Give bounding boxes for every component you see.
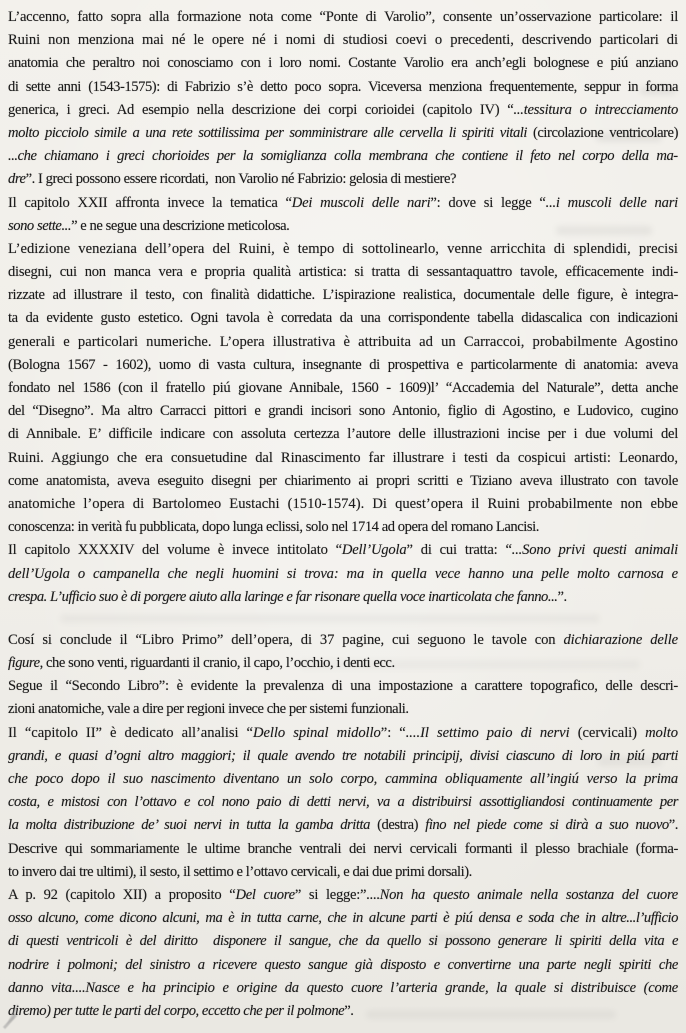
text-line bbox=[8, 52, 678, 75]
paragraph bbox=[8, 539, 678, 609]
text-segment: Segue il “Secondo Libro”: è evidente la prevalenza di una impostazione a carattere topografico, delle descri- bbox=[8, 678, 678, 695]
text-line bbox=[8, 861, 678, 884]
text-line-content bbox=[8, 930, 678, 953]
text-line-content bbox=[8, 29, 678, 52]
text-line-content bbox=[8, 838, 678, 861]
text-line bbox=[8, 652, 678, 675]
text-segment: ”. bbox=[668, 817, 678, 834]
text-line-content bbox=[8, 470, 678, 493]
text-line-content bbox=[8, 652, 395, 675]
text-line-content bbox=[8, 423, 678, 446]
text-line-content bbox=[8, 284, 678, 307]
text-line-content bbox=[8, 768, 678, 791]
text-line-content bbox=[8, 76, 678, 99]
text-segment: Il capitolo XXXXIV del volume è invece intitolato “ bbox=[8, 542, 342, 559]
text-line bbox=[8, 675, 678, 698]
text-line bbox=[8, 539, 678, 562]
text-line-content bbox=[8, 539, 678, 562]
text-segment: Il capitolo XXII affronta invece la tematica “ bbox=[8, 194, 292, 211]
text-line-content bbox=[8, 629, 678, 652]
italic-text-segment: di questi ventricoli è del diritto disponere il sangue, che da quello si possono generare li spiriti della vita e bbox=[8, 933, 679, 950]
text-line-content bbox=[8, 814, 678, 837]
text-segment: Ruini. Aggiungo che era consuetudine dal Rinascimento far illustrare i testi da cospicui artisti: Leonardo, bbox=[8, 449, 678, 466]
text-line-content bbox=[8, 52, 678, 75]
text-line bbox=[8, 722, 678, 745]
text-segment: anatomia che peraltro noi conosciamo con i loro nomi. Costante Varolio era anch’egli bolognese e piú anziano bbox=[8, 55, 678, 72]
text-line bbox=[8, 629, 678, 652]
text-segment: ”. bbox=[557, 588, 567, 605]
paragraph bbox=[8, 6, 678, 192]
text-line-content bbox=[8, 192, 678, 215]
text-segment: Ruini non menziona mai né le opere né i nomi di studiosi coevi o precedenti, descrivendo particolari di bbox=[8, 32, 678, 49]
text-segment: del “Disegno”. Ma altro Carracci pittori e grandi incisori sono Antonio, figlio di Agostino, e Ludovico, cugino bbox=[8, 403, 679, 420]
italic-text-segment: che poco dopo il suo nascimento diventano un solo corpo, cammina obliquamente all’ingiú verso la prima bbox=[8, 771, 678, 787]
text-line-content bbox=[8, 722, 678, 745]
italic-text-segment: molto picciolo simile a una rete sottilissima per somministrare alle cervella li spiriti vitali bbox=[8, 124, 533, 141]
italic-text-segment: nodrire i polmoni; del sinistro a ricevere questo sangue già disposto e convertirne una parte negli spiriti che bbox=[8, 956, 678, 973]
italic-text-segment: ...che chiamano i greci chorioides per la somiglianza colla membrana che contiene il feto nel corpo della ma- bbox=[8, 148, 678, 165]
text-line-content bbox=[8, 861, 472, 884]
paragraph bbox=[8, 675, 678, 721]
italic-text-segment: costa, e mistosi con l’ottavo e col nono paio di detti nervi, va a distribuirsi assottigliandosi continuamente per bbox=[8, 794, 678, 811]
italic-text-segment: ...i muscoli delle nari bbox=[545, 194, 678, 211]
text-line-content bbox=[8, 884, 678, 907]
text-line bbox=[8, 145, 678, 168]
text-segment: ”: “ bbox=[380, 724, 406, 741]
italic-text-segment: danno vita....Nasce e ha principio e origine da questo cuore l’arteria grande, la quale si distribuisce (come bbox=[8, 979, 678, 996]
text-line bbox=[8, 930, 678, 953]
text-segment: A p. 92 (capitolo XII) a proposito “ bbox=[8, 886, 236, 903]
text-line-content bbox=[8, 354, 678, 377]
text-line bbox=[8, 493, 678, 516]
text-line bbox=[8, 400, 678, 423]
italic-text-segment: molto bbox=[645, 724, 679, 741]
italic-text-segment: dell’Ugola o campanella che negli huomini si trova: ma in quella vece hanno una pelle molto carnosa e bbox=[8, 565, 678, 582]
text-line bbox=[8, 698, 678, 721]
italic-text-segment: ...tessitura o intrecciamento bbox=[513, 101, 678, 118]
italic-text-segment: la molta distribuzione de’ suoi nervi in tutta la gamba dritta bbox=[8, 817, 378, 834]
text-segment: generica, i greci. Ad esempio nella descrizione dei corpi corioidei (capitolo IV) “ bbox=[8, 101, 514, 118]
text-line bbox=[8, 791, 678, 814]
paragraph bbox=[8, 629, 678, 675]
text-line bbox=[8, 99, 678, 122]
text-segment: di Annibale. E’ difficile indicare con assoluta certezza l’autore delle illustrazioni incise per i due volumi del bbox=[8, 426, 678, 443]
text-line bbox=[8, 768, 678, 791]
text-segment: come anatomista, aveva eseguito disegni per chiarimento ai propri scritti e Tiziano aveva illustrato con tavole bbox=[8, 472, 678, 489]
text-line-content bbox=[8, 675, 678, 698]
text-segment: disegni, cui non manca vera e propria qualità artistica: si tratta di sessantaquattro tavole, efficacemente indi- bbox=[8, 264, 678, 281]
text-line-content bbox=[8, 99, 678, 122]
text-segment: ” e ne segue una descrizione meticolosa. bbox=[71, 217, 290, 234]
text-line-content bbox=[8, 6, 678, 29]
italic-text-segment: ....Il settimo paio di nervi bbox=[405, 724, 578, 741]
text-segment: ”: dove si legge “ bbox=[430, 194, 546, 211]
text-segment: to invero dai tre ultimi), il sesto, il settimo e l’ottavo cervicali, e dai due primi dorsali). bbox=[8, 863, 472, 880]
text-line-content bbox=[8, 215, 289, 238]
text-line bbox=[8, 814, 678, 837]
text-segment: generali e particolari numeriche. L’opera illustrativa è attribuita ad un Carraccoi, probabilmente Agostino bbox=[8, 333, 678, 350]
text-line bbox=[8, 354, 678, 377]
text-segment: anatomiche l’opera di Bartolomeo Eustachi (1510-1574). Di quest’opera il Ruini probabilmente non ebbe bbox=[8, 495, 678, 512]
text-line-content bbox=[8, 331, 678, 354]
text-line bbox=[8, 238, 678, 261]
text-segment: ” di cui tratta: “ bbox=[406, 542, 512, 559]
text-line-content bbox=[8, 168, 456, 191]
text-line bbox=[8, 284, 678, 307]
text-block bbox=[8, 6, 678, 1023]
text-line bbox=[8, 377, 678, 400]
text-segment: L’accenno, fatto sopra alla formazione nota come “Ponte di Varolio”, consente un’osservazione particolare: il bbox=[8, 9, 678, 25]
paragraph bbox=[8, 238, 678, 539]
text-segment: ” si legge:”.... bbox=[294, 886, 380, 903]
text-line-content bbox=[8, 145, 678, 168]
text-line bbox=[8, 192, 678, 215]
italic-text-segment: crespa. L’ufficio suo è di porgere aiuto alla laringe e far risonare quella voce inarticolata che fanno... bbox=[8, 588, 558, 605]
text-line bbox=[8, 516, 678, 539]
text-line-content bbox=[8, 307, 678, 330]
text-line bbox=[8, 261, 678, 284]
text-line bbox=[8, 122, 678, 145]
italic-text-segment: grandi, e quasi d’ogni altro maggiori; il quale avendo tre notabili principij, divisi ciascuno di loro in piú parti bbox=[8, 747, 678, 764]
text-line bbox=[8, 307, 678, 330]
text-line-content bbox=[8, 791, 678, 814]
text-line-content bbox=[8, 238, 678, 261]
text-segment: L’edizione veneziana dell’opera del Ruini, è tempo di sottolinearlo, venne arricchita di splendidi, precisi bbox=[8, 240, 678, 257]
text-segment: (circolazione ventricolare) bbox=[533, 124, 678, 141]
text-line bbox=[8, 470, 678, 493]
pencil-mark-artifact bbox=[2, 995, 32, 1031]
text-line-content bbox=[8, 122, 678, 145]
text-line bbox=[8, 838, 678, 861]
text-line-content bbox=[8, 493, 678, 516]
italic-text-segment: dre bbox=[8, 171, 26, 188]
text-line-content bbox=[8, 1000, 353, 1023]
text-segment: , che sono venti, riguardanti il cranio, il capo, l’occhio, i denti ecc. bbox=[39, 655, 395, 672]
text-line-content bbox=[8, 400, 678, 423]
text-segment: Descrive qui sommariamente le ultime branche ventrali dei nervi cervicali formanti il plesso brachiale (forma- bbox=[8, 840, 678, 857]
text-line-content bbox=[8, 447, 678, 470]
text-line-content bbox=[8, 954, 678, 977]
italic-text-segment: ...Sono privi questi animali bbox=[511, 542, 678, 559]
italic-text-segment: sono sette... bbox=[8, 217, 72, 234]
italic-text-segment: Del cuore bbox=[235, 886, 295, 903]
text-line bbox=[8, 29, 678, 52]
paragraph bbox=[8, 192, 678, 238]
text-line bbox=[8, 977, 678, 1000]
text-segment: Cosí si conclude il “Libro Primo” dell’opera, di 37 pagine, cui seguono le tavole con bbox=[8, 631, 564, 648]
paragraph bbox=[8, 722, 678, 884]
text-segment: (cervicali) bbox=[577, 724, 646, 741]
text-line bbox=[8, 168, 678, 191]
text-segment: rizzate ad illustrare il testo, con finalità didattiche. L’ispirazione realistica, documentale delle figure, è integra- bbox=[8, 287, 678, 304]
text-line bbox=[8, 447, 678, 470]
italic-text-segment: Non ha questo animale nella sostanza del cuore bbox=[379, 886, 678, 903]
text-segment: Il “capitolo II” è dedicato all’analisi “ bbox=[8, 724, 253, 741]
italic-text-segment: dichiarazione delle bbox=[563, 631, 679, 648]
text-line-content bbox=[8, 698, 409, 721]
italic-text-segment: diremo) per tutte le parti del corpo, eccetto che per il polmone bbox=[8, 1002, 345, 1019]
text-line-content bbox=[8, 563, 678, 586]
text-line bbox=[8, 76, 678, 99]
italic-text-segment: Dell’Ugola bbox=[341, 542, 407, 559]
text-segment: fondato nel 1586 (con il fratello piú giovane Annibale, 1560 - 1609)l’ “Accademia del Naturale”, detta anche bbox=[8, 380, 678, 396]
text-line-content bbox=[8, 977, 678, 1000]
italic-text-segment: Dei muscoli delle nari bbox=[291, 194, 431, 211]
text-line-content bbox=[8, 907, 678, 930]
text-line bbox=[8, 1000, 678, 1023]
text-line bbox=[8, 563, 678, 586]
text-line bbox=[8, 586, 678, 609]
text-segment: ta da evidente gusto estetico. Ogni tavola è corredata da una corrispondente tabella didascalica con indicazioni bbox=[8, 310, 678, 327]
text-line bbox=[8, 907, 678, 930]
text-segment: ”. bbox=[344, 1002, 354, 1019]
italic-text-segment: figure bbox=[8, 655, 40, 672]
text-line bbox=[8, 745, 678, 768]
text-line-content bbox=[8, 745, 678, 768]
text-segment: conoscenza: in verità fu pubblicata, dopo lunga eclissi, solo nel 1714 ad opera del romano Lancisi. bbox=[8, 519, 539, 536]
text-line bbox=[8, 954, 678, 977]
text-line bbox=[8, 215, 678, 238]
text-line bbox=[8, 423, 678, 446]
text-line-content bbox=[8, 516, 539, 539]
italic-text-segment: Dello spinal midollo bbox=[252, 724, 381, 741]
text-line-content bbox=[8, 377, 678, 400]
text-line bbox=[8, 884, 678, 907]
text-line bbox=[8, 6, 678, 29]
text-segment: zioni anatomiche, vale a dire per regioni invece che per sistemi funzionali. bbox=[8, 701, 409, 718]
text-line-content bbox=[8, 261, 678, 284]
paragraph bbox=[8, 884, 678, 1023]
text-segment: (Bologna 1567 - 1602), uomo di vasta cultura, insegnante di prospettiva e particolarmente di anatomia: aveva bbox=[8, 356, 678, 373]
italic-text-segment: fino nel piede come si dirà a suo nuovo bbox=[425, 817, 669, 834]
italic-text-segment: osso alcuno, come dicono alcuni, ma è in tutta carne, che in alcune parti è piú densa e soda che in altre...l’ufficio bbox=[8, 910, 678, 927]
text-line-content bbox=[8, 586, 567, 609]
text-segment: di sette anni (1543-1575): di Fabrizio s’è detto poco sopra. Viceversa menziona frequentemente, seppur in forma bbox=[8, 78, 678, 95]
text-segment: (destra) bbox=[377, 817, 426, 834]
text-line bbox=[8, 331, 678, 354]
text-segment: ”. I greci possono essere ricordati, non Varolio né Fabrizio: gelosia di mestiere? bbox=[25, 171, 457, 188]
